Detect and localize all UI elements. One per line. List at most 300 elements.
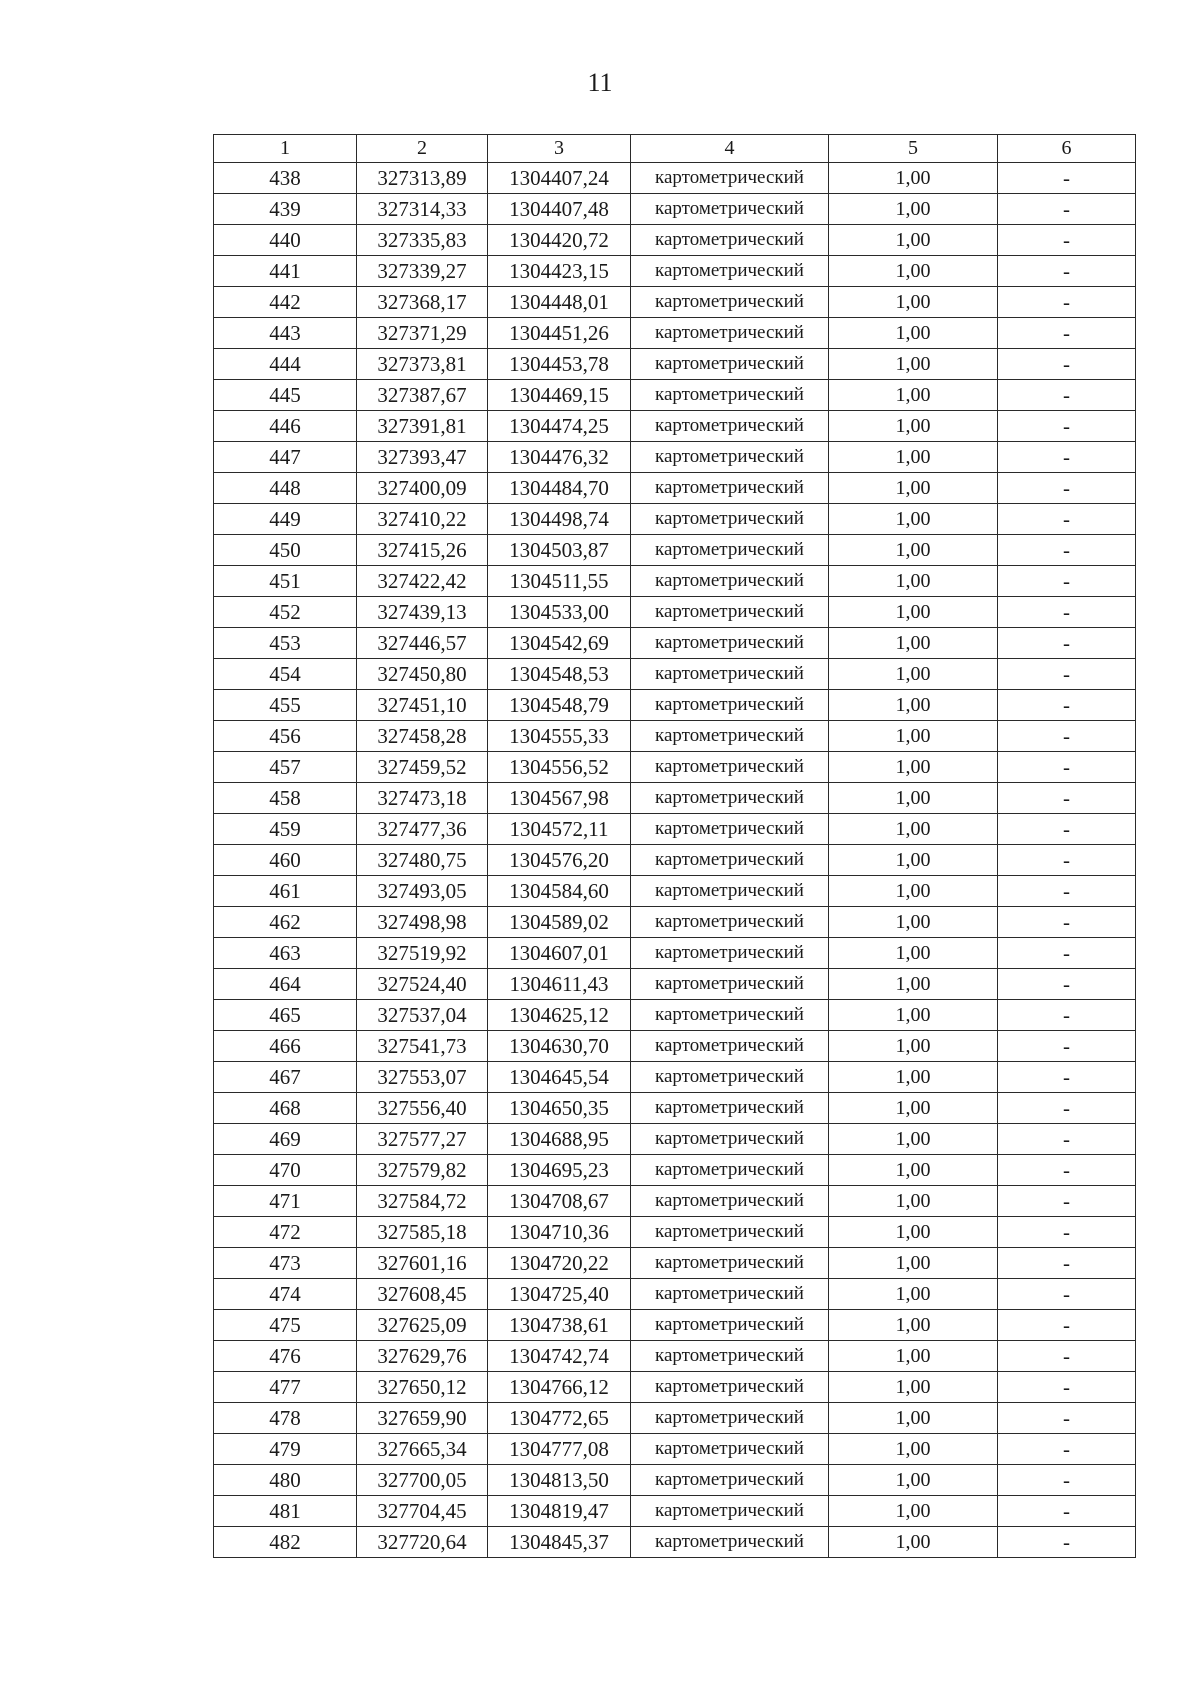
note-cell: - bbox=[998, 1372, 1136, 1403]
point-number-cell: 482 bbox=[214, 1527, 357, 1558]
note-cell: - bbox=[998, 1310, 1136, 1341]
note-cell: - bbox=[998, 1465, 1136, 1496]
table-row bbox=[214, 1465, 1136, 1496]
point-number-cell: 473 bbox=[214, 1248, 357, 1279]
note-cell: - bbox=[998, 814, 1136, 845]
method-cell: картометрический bbox=[631, 597, 829, 628]
method-cell: картометрический bbox=[631, 1155, 829, 1186]
x-coordinate-cell: 327659,90 bbox=[357, 1403, 488, 1434]
header-cell-5: 5 bbox=[829, 135, 998, 163]
error-cell: 1,00 bbox=[829, 783, 998, 814]
table-row bbox=[214, 1434, 1136, 1465]
point-number-cell: 441 bbox=[214, 256, 357, 287]
error-cell: 1,00 bbox=[829, 1310, 998, 1341]
error-cell: 1,00 bbox=[829, 566, 998, 597]
method-cell: картометрический bbox=[631, 659, 829, 690]
note-cell: - bbox=[998, 442, 1136, 473]
x-coordinate-cell: 327601,16 bbox=[357, 1248, 488, 1279]
note-cell: - bbox=[998, 1527, 1136, 1558]
x-coordinate-cell: 327450,80 bbox=[357, 659, 488, 690]
method-cell: картометрический bbox=[631, 287, 829, 318]
note-cell: - bbox=[998, 876, 1136, 907]
header-cell-3: 3 bbox=[488, 135, 631, 163]
table-row bbox=[214, 1186, 1136, 1217]
method-cell: картометрический bbox=[631, 1124, 829, 1155]
note-cell: - bbox=[998, 690, 1136, 721]
note-cell: - bbox=[998, 783, 1136, 814]
point-number-cell: 451 bbox=[214, 566, 357, 597]
error-cell: 1,00 bbox=[829, 1527, 998, 1558]
table-row bbox=[214, 1093, 1136, 1124]
y-coordinate-cell: 1304607,01 bbox=[488, 938, 631, 969]
method-cell: картометрический bbox=[631, 1310, 829, 1341]
table-row bbox=[214, 938, 1136, 969]
point-number-cell: 474 bbox=[214, 1279, 357, 1310]
y-coordinate-cell: 1304772,65 bbox=[488, 1403, 631, 1434]
method-cell: картометрический bbox=[631, 876, 829, 907]
note-cell: - bbox=[998, 659, 1136, 690]
y-coordinate-cell: 1304503,87 bbox=[488, 535, 631, 566]
point-number-cell: 445 bbox=[214, 380, 357, 411]
x-coordinate-cell: 327493,05 bbox=[357, 876, 488, 907]
x-coordinate-cell: 327459,52 bbox=[357, 752, 488, 783]
x-coordinate-cell: 327608,45 bbox=[357, 1279, 488, 1310]
point-number-cell: 439 bbox=[214, 194, 357, 225]
header-cell-6: 6 bbox=[998, 135, 1136, 163]
table-row bbox=[214, 628, 1136, 659]
note-cell: - bbox=[998, 938, 1136, 969]
y-coordinate-cell: 1304484,70 bbox=[488, 473, 631, 504]
note-cell: - bbox=[998, 1248, 1136, 1279]
x-coordinate-cell: 327439,13 bbox=[357, 597, 488, 628]
table-row bbox=[214, 256, 1136, 287]
note-cell: - bbox=[998, 1062, 1136, 1093]
point-number-cell: 469 bbox=[214, 1124, 357, 1155]
y-coordinate-cell: 1304420,72 bbox=[488, 225, 631, 256]
point-number-cell: 470 bbox=[214, 1155, 357, 1186]
table-row bbox=[214, 783, 1136, 814]
point-number-cell: 475 bbox=[214, 1310, 357, 1341]
x-coordinate-cell: 327720,64 bbox=[357, 1527, 488, 1558]
method-cell: картометрический bbox=[631, 1403, 829, 1434]
note-cell: - bbox=[998, 380, 1136, 411]
note-cell: - bbox=[998, 1341, 1136, 1372]
point-number-cell: 464 bbox=[214, 969, 357, 1000]
error-cell: 1,00 bbox=[829, 1496, 998, 1527]
header-cell-1: 1 bbox=[214, 135, 357, 163]
method-cell: картометрический bbox=[631, 938, 829, 969]
note-cell: - bbox=[998, 969, 1136, 1000]
y-coordinate-cell: 1304720,22 bbox=[488, 1248, 631, 1279]
table-row bbox=[214, 814, 1136, 845]
method-cell: картометрический bbox=[631, 504, 829, 535]
method-cell: картометрический bbox=[631, 566, 829, 597]
y-coordinate-cell: 1304548,53 bbox=[488, 659, 631, 690]
method-cell: картометрический bbox=[631, 473, 829, 504]
table-row bbox=[214, 1341, 1136, 1372]
y-coordinate-cell: 1304555,33 bbox=[488, 721, 631, 752]
x-coordinate-cell: 327584,72 bbox=[357, 1186, 488, 1217]
method-cell: картометрический bbox=[631, 1527, 829, 1558]
error-cell: 1,00 bbox=[829, 318, 998, 349]
x-coordinate-cell: 327477,36 bbox=[357, 814, 488, 845]
error-cell: 1,00 bbox=[829, 969, 998, 1000]
x-coordinate-cell: 327625,09 bbox=[357, 1310, 488, 1341]
table-row bbox=[214, 194, 1136, 225]
y-coordinate-cell: 1304548,79 bbox=[488, 690, 631, 721]
y-coordinate-cell: 1304474,25 bbox=[488, 411, 631, 442]
method-cell: картометрический bbox=[631, 1279, 829, 1310]
table-row bbox=[214, 1403, 1136, 1434]
x-coordinate-cell: 327524,40 bbox=[357, 969, 488, 1000]
table-row bbox=[214, 163, 1136, 194]
note-cell: - bbox=[998, 1124, 1136, 1155]
note-cell: - bbox=[998, 628, 1136, 659]
y-coordinate-cell: 1304766,12 bbox=[488, 1372, 631, 1403]
y-coordinate-cell: 1304738,61 bbox=[488, 1310, 631, 1341]
y-coordinate-cell: 1304688,95 bbox=[488, 1124, 631, 1155]
method-cell: картометрический bbox=[631, 814, 829, 845]
y-coordinate-cell: 1304589,02 bbox=[488, 907, 631, 938]
table-row bbox=[214, 907, 1136, 938]
point-number-cell: 458 bbox=[214, 783, 357, 814]
table-row bbox=[214, 969, 1136, 1000]
header-cell-2: 2 bbox=[357, 135, 488, 163]
y-coordinate-cell: 1304567,98 bbox=[488, 783, 631, 814]
x-coordinate-cell: 327371,29 bbox=[357, 318, 488, 349]
y-coordinate-cell: 1304584,60 bbox=[488, 876, 631, 907]
y-coordinate-cell: 1304453,78 bbox=[488, 349, 631, 380]
note-cell: - bbox=[998, 349, 1136, 380]
point-number-cell: 443 bbox=[214, 318, 357, 349]
method-cell: картометрический bbox=[631, 721, 829, 752]
note-cell: - bbox=[998, 163, 1136, 194]
table-row bbox=[214, 721, 1136, 752]
error-cell: 1,00 bbox=[829, 1031, 998, 1062]
note-cell: - bbox=[998, 535, 1136, 566]
note-cell: - bbox=[998, 1155, 1136, 1186]
table-row bbox=[214, 473, 1136, 504]
note-cell: - bbox=[998, 287, 1136, 318]
method-cell: картометрический bbox=[631, 225, 829, 256]
method-cell: картометрический bbox=[631, 1341, 829, 1372]
x-coordinate-cell: 327577,27 bbox=[357, 1124, 488, 1155]
table-row bbox=[214, 1310, 1136, 1341]
error-cell: 1,00 bbox=[829, 535, 998, 566]
method-cell: картометрический bbox=[631, 535, 829, 566]
method-cell: картометрический bbox=[631, 194, 829, 225]
method-cell: картометрический bbox=[631, 845, 829, 876]
error-cell: 1,00 bbox=[829, 876, 998, 907]
y-coordinate-cell: 1304710,36 bbox=[488, 1217, 631, 1248]
y-coordinate-cell: 1304813,50 bbox=[488, 1465, 631, 1496]
x-coordinate-cell: 327335,83 bbox=[357, 225, 488, 256]
point-number-cell: 480 bbox=[214, 1465, 357, 1496]
x-coordinate-cell: 327541,73 bbox=[357, 1031, 488, 1062]
point-number-cell: 438 bbox=[214, 163, 357, 194]
y-coordinate-cell: 1304695,23 bbox=[488, 1155, 631, 1186]
error-cell: 1,00 bbox=[829, 380, 998, 411]
error-cell: 1,00 bbox=[829, 442, 998, 473]
point-number-cell: 478 bbox=[214, 1403, 357, 1434]
x-coordinate-cell: 327451,10 bbox=[357, 690, 488, 721]
point-number-cell: 450 bbox=[214, 535, 357, 566]
note-cell: - bbox=[998, 721, 1136, 752]
x-coordinate-cell: 327393,47 bbox=[357, 442, 488, 473]
method-cell: картометрический bbox=[631, 1434, 829, 1465]
note-cell: - bbox=[998, 225, 1136, 256]
x-coordinate-cell: 327422,42 bbox=[357, 566, 488, 597]
method-cell: картометрический bbox=[631, 1248, 829, 1279]
note-cell: - bbox=[998, 1093, 1136, 1124]
error-cell: 1,00 bbox=[829, 1124, 998, 1155]
point-number-cell: 455 bbox=[214, 690, 357, 721]
error-cell: 1,00 bbox=[829, 628, 998, 659]
table-row bbox=[214, 597, 1136, 628]
error-cell: 1,00 bbox=[829, 1465, 998, 1496]
table-row bbox=[214, 411, 1136, 442]
table-row bbox=[214, 1248, 1136, 1279]
method-cell: картометрический bbox=[631, 907, 829, 938]
method-cell: картометрический bbox=[631, 1000, 829, 1031]
point-number-cell: 462 bbox=[214, 907, 357, 938]
y-coordinate-cell: 1304572,11 bbox=[488, 814, 631, 845]
y-coordinate-cell: 1304476,32 bbox=[488, 442, 631, 473]
error-cell: 1,00 bbox=[829, 1434, 998, 1465]
x-coordinate-cell: 327579,82 bbox=[357, 1155, 488, 1186]
error-cell: 1,00 bbox=[829, 194, 998, 225]
point-number-cell: 449 bbox=[214, 504, 357, 535]
method-cell: картометрический bbox=[631, 1093, 829, 1124]
method-cell: картометрический bbox=[631, 163, 829, 194]
note-cell: - bbox=[998, 194, 1136, 225]
x-coordinate-cell: 327480,75 bbox=[357, 845, 488, 876]
table-header-row bbox=[214, 135, 1136, 163]
error-cell: 1,00 bbox=[829, 225, 998, 256]
page-number: 11 bbox=[587, 68, 613, 97]
coordinates-table bbox=[213, 134, 1136, 1558]
table-row bbox=[214, 566, 1136, 597]
point-number-cell: 463 bbox=[214, 938, 357, 969]
y-coordinate-cell: 1304650,35 bbox=[488, 1093, 631, 1124]
method-cell: картометрический bbox=[631, 1496, 829, 1527]
y-coordinate-cell: 1304742,74 bbox=[488, 1341, 631, 1372]
error-cell: 1,00 bbox=[829, 1248, 998, 1279]
y-coordinate-cell: 1304630,70 bbox=[488, 1031, 631, 1062]
error-cell: 1,00 bbox=[829, 287, 998, 318]
table-row bbox=[214, 659, 1136, 690]
point-number-cell: 456 bbox=[214, 721, 357, 752]
point-number-cell: 472 bbox=[214, 1217, 357, 1248]
table-row bbox=[214, 535, 1136, 566]
table-row bbox=[214, 349, 1136, 380]
method-cell: картометрический bbox=[631, 1186, 829, 1217]
error-cell: 1,00 bbox=[829, 256, 998, 287]
table-row bbox=[214, 318, 1136, 349]
method-cell: картометрический bbox=[631, 256, 829, 287]
x-coordinate-cell: 327629,76 bbox=[357, 1341, 488, 1372]
point-number-cell: 467 bbox=[214, 1062, 357, 1093]
table-row bbox=[214, 1062, 1136, 1093]
x-coordinate-cell: 327585,18 bbox=[357, 1217, 488, 1248]
error-cell: 1,00 bbox=[829, 752, 998, 783]
y-coordinate-cell: 1304533,00 bbox=[488, 597, 631, 628]
y-coordinate-cell: 1304542,69 bbox=[488, 628, 631, 659]
note-cell: - bbox=[998, 1031, 1136, 1062]
error-cell: 1,00 bbox=[829, 473, 998, 504]
x-coordinate-cell: 327473,18 bbox=[357, 783, 488, 814]
error-cell: 1,00 bbox=[829, 659, 998, 690]
point-number-cell: 442 bbox=[214, 287, 357, 318]
x-coordinate-cell: 327458,28 bbox=[357, 721, 488, 752]
error-cell: 1,00 bbox=[829, 504, 998, 535]
y-coordinate-cell: 1304576,20 bbox=[488, 845, 631, 876]
note-cell: - bbox=[998, 411, 1136, 442]
y-coordinate-cell: 1304708,67 bbox=[488, 1186, 631, 1217]
point-number-cell: 459 bbox=[214, 814, 357, 845]
note-cell: - bbox=[998, 907, 1136, 938]
table-row bbox=[214, 1155, 1136, 1186]
x-coordinate-cell: 327519,92 bbox=[357, 938, 488, 969]
y-coordinate-cell: 1304451,26 bbox=[488, 318, 631, 349]
table-row bbox=[214, 1217, 1136, 1248]
error-cell: 1,00 bbox=[829, 938, 998, 969]
x-coordinate-cell: 327498,98 bbox=[357, 907, 488, 938]
method-cell: картометрический bbox=[631, 969, 829, 1000]
error-cell: 1,00 bbox=[829, 163, 998, 194]
y-coordinate-cell: 1304819,47 bbox=[488, 1496, 631, 1527]
error-cell: 1,00 bbox=[829, 1155, 998, 1186]
note-cell: - bbox=[998, 1217, 1136, 1248]
y-coordinate-cell: 1304625,12 bbox=[488, 1000, 631, 1031]
x-coordinate-cell: 327387,67 bbox=[357, 380, 488, 411]
x-coordinate-cell: 327339,27 bbox=[357, 256, 488, 287]
x-coordinate-cell: 327665,34 bbox=[357, 1434, 488, 1465]
y-coordinate-cell: 1304845,37 bbox=[488, 1527, 631, 1558]
point-number-cell: 477 bbox=[214, 1372, 357, 1403]
point-number-cell: 446 bbox=[214, 411, 357, 442]
method-cell: картометрический bbox=[631, 318, 829, 349]
header-cell-4: 4 bbox=[631, 135, 829, 163]
x-coordinate-cell: 327400,09 bbox=[357, 473, 488, 504]
y-coordinate-cell: 1304611,43 bbox=[488, 969, 631, 1000]
method-cell: картометрический bbox=[631, 752, 829, 783]
x-coordinate-cell: 327704,45 bbox=[357, 1496, 488, 1527]
point-number-cell: 476 bbox=[214, 1341, 357, 1372]
point-number-cell: 481 bbox=[214, 1496, 357, 1527]
y-coordinate-cell: 1304556,52 bbox=[488, 752, 631, 783]
x-coordinate-cell: 327537,04 bbox=[357, 1000, 488, 1031]
y-coordinate-cell: 1304511,55 bbox=[488, 566, 631, 597]
note-cell: - bbox=[998, 845, 1136, 876]
x-coordinate-cell: 327650,12 bbox=[357, 1372, 488, 1403]
method-cell: картометрический bbox=[631, 442, 829, 473]
point-number-cell: 454 bbox=[214, 659, 357, 690]
point-number-cell: 471 bbox=[214, 1186, 357, 1217]
point-number-cell: 468 bbox=[214, 1093, 357, 1124]
y-coordinate-cell: 1304498,74 bbox=[488, 504, 631, 535]
table-row bbox=[214, 1000, 1136, 1031]
method-cell: картометрический bbox=[631, 349, 829, 380]
table-row bbox=[214, 752, 1136, 783]
note-cell: - bbox=[998, 504, 1136, 535]
method-cell: картометрический bbox=[631, 1217, 829, 1248]
method-cell: картометрический bbox=[631, 628, 829, 659]
table-row bbox=[214, 1031, 1136, 1062]
point-number-cell: 448 bbox=[214, 473, 357, 504]
error-cell: 1,00 bbox=[829, 1341, 998, 1372]
coordinates-table-body bbox=[214, 135, 1136, 1558]
table-row bbox=[214, 1279, 1136, 1310]
y-coordinate-cell: 1304725,40 bbox=[488, 1279, 631, 1310]
error-cell: 1,00 bbox=[829, 349, 998, 380]
note-cell: - bbox=[998, 473, 1136, 504]
note-cell: - bbox=[998, 318, 1136, 349]
point-number-cell: 460 bbox=[214, 845, 357, 876]
point-number-cell: 440 bbox=[214, 225, 357, 256]
error-cell: 1,00 bbox=[829, 1186, 998, 1217]
error-cell: 1,00 bbox=[829, 1062, 998, 1093]
table-row bbox=[214, 442, 1136, 473]
y-coordinate-cell: 1304448,01 bbox=[488, 287, 631, 318]
method-cell: картометрический bbox=[631, 1465, 829, 1496]
point-number-cell: 465 bbox=[214, 1000, 357, 1031]
table-row bbox=[214, 504, 1136, 535]
x-coordinate-cell: 327313,89 bbox=[357, 163, 488, 194]
error-cell: 1,00 bbox=[829, 1217, 998, 1248]
x-coordinate-cell: 327373,81 bbox=[357, 349, 488, 380]
point-number-cell: 447 bbox=[214, 442, 357, 473]
error-cell: 1,00 bbox=[829, 907, 998, 938]
y-coordinate-cell: 1304777,08 bbox=[488, 1434, 631, 1465]
x-coordinate-cell: 327415,26 bbox=[357, 535, 488, 566]
y-coordinate-cell: 1304469,15 bbox=[488, 380, 631, 411]
x-coordinate-cell: 327368,17 bbox=[357, 287, 488, 318]
error-cell: 1,00 bbox=[829, 814, 998, 845]
point-number-cell: 453 bbox=[214, 628, 357, 659]
note-cell: - bbox=[998, 597, 1136, 628]
note-cell: - bbox=[998, 1279, 1136, 1310]
point-number-cell: 479 bbox=[214, 1434, 357, 1465]
x-coordinate-cell: 327556,40 bbox=[357, 1093, 488, 1124]
error-cell: 1,00 bbox=[829, 1000, 998, 1031]
table-row bbox=[214, 690, 1136, 721]
y-coordinate-cell: 1304423,15 bbox=[488, 256, 631, 287]
y-coordinate-cell: 1304645,54 bbox=[488, 1062, 631, 1093]
table-row bbox=[214, 1372, 1136, 1403]
table-row bbox=[214, 1496, 1136, 1527]
method-cell: картометрический bbox=[631, 783, 829, 814]
point-number-cell: 461 bbox=[214, 876, 357, 907]
table-row bbox=[214, 287, 1136, 318]
x-coordinate-cell: 327391,81 bbox=[357, 411, 488, 442]
table-row bbox=[214, 845, 1136, 876]
point-number-cell: 466 bbox=[214, 1031, 357, 1062]
table-row bbox=[214, 380, 1136, 411]
method-cell: картометрический bbox=[631, 411, 829, 442]
table-row bbox=[214, 225, 1136, 256]
point-number-cell: 457 bbox=[214, 752, 357, 783]
method-cell: картометрический bbox=[631, 1062, 829, 1093]
x-coordinate-cell: 327314,33 bbox=[357, 194, 488, 225]
x-coordinate-cell: 327553,07 bbox=[357, 1062, 488, 1093]
error-cell: 1,00 bbox=[829, 1279, 998, 1310]
note-cell: - bbox=[998, 1496, 1136, 1527]
method-cell: картометрический bbox=[631, 1372, 829, 1403]
note-cell: - bbox=[998, 1000, 1136, 1031]
note-cell: - bbox=[998, 566, 1136, 597]
table-row bbox=[214, 1527, 1136, 1558]
